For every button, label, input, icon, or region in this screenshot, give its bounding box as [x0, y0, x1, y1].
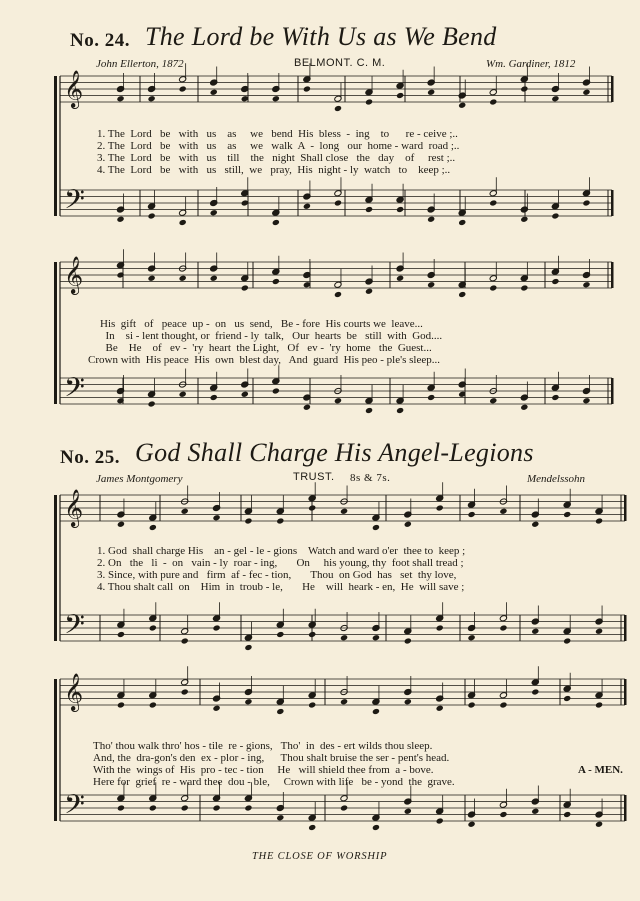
final-barline — [624, 615, 627, 641]
bass-clef: 𝄢 — [64, 371, 85, 410]
hymn-24-verse-1-lines-2: His gift of peace up - on us send, Be - fore His courts we leave... — [100, 318, 423, 330]
note-head — [210, 275, 218, 282]
hymn-25-verse-2-lines-2: And, the dra-gon's den ex - plor - ing, Thou shalt bruise the ser - pent's head. — [93, 752, 450, 764]
note-head — [116, 216, 124, 223]
final-barline — [611, 76, 614, 102]
note-head — [595, 701, 603, 708]
note-head — [396, 275, 404, 282]
note-head — [531, 521, 539, 528]
note-head — [499, 811, 507, 818]
treble-clef: 𝄞 — [64, 255, 84, 294]
note-head — [276, 708, 284, 715]
hymn-24-verse-4-lines-2: Crown with His peace His own blest day, And guard His peo - ple's sleep... — [88, 354, 440, 366]
note-head — [210, 209, 218, 216]
note-head — [334, 291, 342, 298]
note-head — [531, 688, 539, 695]
final-barline — [624, 679, 627, 705]
note-head — [427, 394, 435, 401]
note-head — [520, 216, 528, 223]
hymn-24-number: No. 24. — [70, 30, 130, 51]
note-head — [210, 394, 218, 401]
hymn-25-verse-1-lines-2: Tho' thou walk thro' hos - tile re - gions, Tho' in des - ert wilds thou sleep. — [93, 740, 433, 752]
note-head — [365, 206, 373, 213]
system-brace — [54, 679, 57, 821]
hymn-25-verse-2-lines-1: 2. On the li - on vain - ly roar - ing, On his young, thy foot shall tread ; — [97, 557, 464, 569]
note-head — [372, 824, 380, 831]
note-head — [595, 821, 603, 828]
note-head — [436, 624, 444, 631]
note-head — [582, 199, 590, 206]
note-head — [489, 98, 497, 105]
note-head — [303, 404, 311, 411]
note-head — [334, 105, 342, 112]
note-head — [340, 508, 348, 515]
note-head — [276, 517, 284, 524]
note-head — [241, 284, 249, 291]
bass-clef: 𝄢 — [64, 183, 85, 222]
system-brace — [54, 76, 57, 216]
page-footer: THE CLOSE OF WORSHIP — [252, 851, 388, 862]
note-head — [563, 511, 571, 518]
note-head — [499, 624, 507, 631]
note-head — [117, 804, 125, 811]
note-head — [468, 821, 476, 828]
hymn-25-composer: Mendelssohn — [527, 473, 586, 485]
note-head — [117, 631, 125, 638]
note-head — [520, 85, 528, 92]
note-head — [404, 521, 412, 528]
note-head — [272, 278, 280, 285]
note-head — [427, 216, 435, 223]
note-head — [458, 219, 466, 226]
bass-clef: 𝄢 — [64, 788, 85, 827]
note-head — [340, 634, 348, 641]
hymn-25-tune: TRUST. — [293, 471, 335, 483]
note-head — [181, 637, 189, 644]
bass-clef: 𝄢 — [64, 608, 85, 647]
note-head — [365, 288, 373, 295]
note-head — [582, 397, 590, 404]
note-head — [116, 95, 124, 102]
final-barline — [611, 262, 614, 288]
note-head — [117, 701, 125, 708]
note-head — [468, 511, 476, 518]
hymn-25-number: No. 25. — [60, 447, 120, 468]
note-head — [272, 219, 280, 226]
note-head — [179, 275, 187, 282]
note-head — [308, 701, 316, 708]
note-head — [149, 624, 157, 631]
note-head — [308, 631, 316, 638]
note-head — [396, 206, 404, 213]
note-head — [563, 811, 571, 818]
note-head — [149, 804, 157, 811]
note-head — [244, 644, 252, 651]
note-head — [272, 95, 280, 102]
note-head — [181, 804, 189, 811]
note-head — [276, 631, 284, 638]
note-head — [334, 397, 342, 404]
note-head — [404, 698, 412, 705]
treble-clef: 𝄞 — [64, 69, 84, 108]
system-brace — [54, 495, 57, 641]
note-head — [499, 701, 507, 708]
note-head — [372, 634, 380, 641]
note-head — [396, 407, 404, 414]
note-head — [563, 695, 571, 702]
note-head — [582, 89, 590, 96]
hymn-24-verse-3-lines-1: 3. The Lord be with us till the night Shall close the day of rest ;.. — [97, 152, 456, 164]
final-barline — [611, 190, 614, 216]
hymn-25-verse-1-lines-1: 1. God shall charge His an - gel - le - gions Watch and ward o'er thee to keep ; — [97, 545, 466, 557]
note-head — [499, 508, 507, 515]
note-head — [213, 624, 221, 631]
note-head — [372, 524, 380, 531]
note-head — [179, 85, 187, 92]
note-head — [489, 397, 497, 404]
note-head — [213, 705, 221, 712]
note-head — [365, 98, 373, 105]
note-head — [436, 705, 444, 712]
note-head — [427, 89, 435, 96]
note-head — [551, 212, 559, 219]
hymn-25-meter: 8s & 7s. — [350, 472, 391, 484]
hymn-24-verse-1-lines-1: 1. The Lord be with us as we bend His bless - ing to re - ceive ;.. — [97, 128, 458, 140]
note-head — [563, 637, 571, 644]
note-head — [468, 634, 476, 641]
note-head — [520, 284, 528, 291]
note-head — [551, 278, 559, 285]
note-head — [427, 281, 435, 288]
note-head — [117, 521, 125, 528]
note-head — [181, 508, 189, 515]
hymn-24-verse-2-lines-1: 2. The Lord be with us as we walk A - long our home - ward road ;.. — [97, 140, 460, 152]
note-head — [148, 95, 156, 102]
hymn-24-verse-2-lines-2: In si - lent thought, or friend - ly talk, Our hearts be still with God.... — [100, 330, 443, 342]
hymn-25-title: God Shall Charge His Angel-Legions — [135, 438, 534, 467]
hymn-24-verse-4-lines-1: 4. The Lord be with us still, we pray, His night - ly watch to keep ;.. — [97, 164, 451, 176]
note-head — [179, 219, 187, 226]
note-head — [458, 102, 466, 109]
note-head — [404, 808, 412, 815]
note-head — [149, 524, 157, 531]
note-head — [334, 199, 342, 206]
note-head — [148, 400, 156, 407]
note-head — [148, 212, 156, 219]
final-barline — [611, 378, 614, 404]
hymn-25-verse-3-lines-2: With the wings of His pro - tec - tion He will shield thee from a - bove. — [93, 764, 434, 776]
note-head — [244, 517, 252, 524]
note-head — [303, 203, 311, 210]
note-head — [372, 708, 380, 715]
system-brace — [54, 262, 57, 404]
note-head — [404, 637, 412, 644]
note-head — [396, 92, 404, 99]
hymn-25-verse-3-lines-1: 3. Since, with pure and firm af - fec - tion, Thou on God has set thy love, — [97, 569, 457, 581]
note-head — [365, 407, 373, 414]
hymn-25-verse-4-lines-1: 4. Thou shalt call on Him in troub - le, He will heark - en, He will save ; — [97, 581, 465, 593]
hymn-24-author: John Ellerton, 1872 — [96, 58, 184, 70]
hymn-24-title: The Lord be With Us as We Bend — [145, 22, 497, 51]
note-head — [489, 284, 497, 291]
note-head — [531, 628, 539, 635]
note-head — [436, 504, 444, 511]
note-head — [148, 275, 156, 282]
note-head — [551, 394, 559, 401]
note-head — [520, 404, 528, 411]
note-head — [303, 85, 311, 92]
note-head — [244, 804, 252, 811]
note-head — [308, 504, 316, 511]
note-head — [181, 688, 189, 695]
note-head — [272, 387, 280, 394]
note-head — [241, 391, 249, 398]
note-head — [308, 824, 316, 831]
note-head — [582, 281, 590, 288]
note-head — [340, 698, 348, 705]
note-head — [436, 817, 444, 824]
treble-clef: 𝄞 — [64, 672, 84, 711]
note-head — [149, 701, 157, 708]
note-head — [244, 698, 252, 705]
note-head — [595, 517, 603, 524]
note-head — [458, 291, 466, 298]
note-head — [213, 804, 221, 811]
hymn-25-amen: A - MEN. — [578, 764, 623, 776]
note-head — [468, 701, 476, 708]
hymn-25-author: James Montgomery — [96, 473, 183, 485]
note-head — [489, 199, 497, 206]
note-head — [595, 628, 603, 635]
hymn-24-verse-3-lines-2: Be He of ev - 'ry heart the Light, Of ev - 'ry home the Guest... — [100, 342, 432, 354]
hymn-25-verse-4-lines-2: Here for grief re - ward thee dou - ble, Crown with life be - yond the grave. — [93, 776, 455, 788]
note-head — [179, 391, 187, 398]
treble-clef: 𝄞 — [64, 488, 84, 527]
note-head — [213, 514, 221, 521]
hymn-24-composer: Wm. Gardiner, 1812 — [486, 58, 576, 70]
note-head — [340, 804, 348, 811]
note-head — [531, 808, 539, 815]
note-head — [551, 95, 559, 102]
final-barline — [624, 495, 627, 521]
note-head — [276, 814, 284, 821]
note-head — [210, 89, 218, 96]
hymn-24-tune: BELMONT. C. M. — [294, 57, 386, 69]
final-barline — [624, 795, 627, 821]
